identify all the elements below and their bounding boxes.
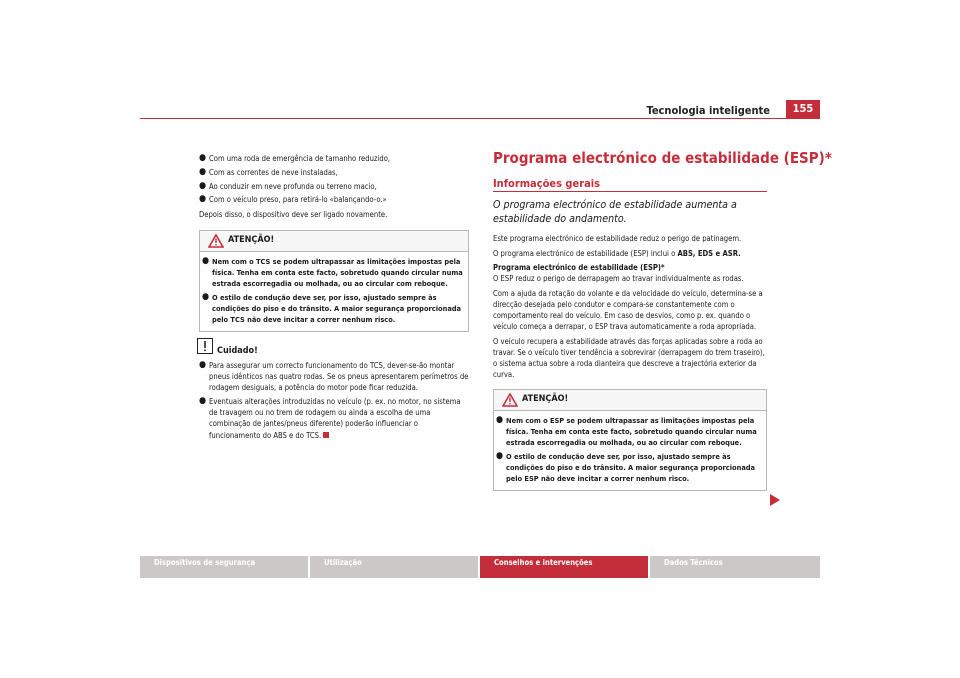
subsection-title: Informações gerais (493, 177, 601, 191)
warning-item: ● Nem com o ESP se podem ultrapassar as limitações impostas pela física. Tenha em conta este facto, sobretudo quando circular numa estrada escorregadia ou molhada, ou ao circular com reboque. (496, 414, 757, 447)
caution-header (199, 338, 469, 360)
footer-tab-dispositivos[interactable]: Dispositivos de segurança (140, 556, 308, 578)
section-end-icon (323, 432, 329, 438)
warning-title: ATENÇÃO! (228, 234, 275, 245)
body-paragraph: Este programa electrónico de estabilidade reduz o perigo de patinagem. (493, 234, 742, 244)
warning-item: ● Nem com o TCS se podem ultrapassar as limitações impostas pela física. Tenha em conta este facto, sobretudo quando circular numa estrada escorregadia ou molhada, ou ao circular com reboque. (202, 255, 463, 288)
footer-tab-conselhos[interactable]: Conselhos e intervenções (480, 556, 648, 578)
bullet-icon: ● (496, 450, 504, 461)
warning-box (493, 389, 767, 491)
warning-triangle-icon (502, 393, 518, 407)
bullet-icon: ● (202, 255, 210, 266)
section-title: Programa electrónico de estabilidade (ESP)* (493, 149, 832, 167)
bullet-icon: ● (496, 414, 504, 425)
list-item: ● Com uma roda de emergência de tamanho reduzido, (199, 153, 391, 163)
warning-box (199, 230, 469, 332)
caution-exclamation-icon (197, 338, 213, 354)
body-paragraph: Com a ajuda da rotação do volante e da velocidade do veículo, determina-se a direcção desejada pelo condutor e compara-se constantemente com o comportamento real do veículo. Em caso de desvios, como p. ex. quando o veículo começa a derrapar, o ESP trava automaticamente a roda apropriada. (493, 288, 763, 332)
footer-tab-dados-tecnicos[interactable]: Dados Técnicos (650, 556, 820, 578)
bullet-icon: ● (199, 396, 207, 406)
next-page-arrow-icon[interactable] (770, 494, 780, 506)
subsection-rule (493, 191, 767, 192)
bullet-icon: ● (199, 194, 207, 205)
warning-header (200, 231, 468, 252)
bullet-icon: ● (202, 291, 210, 302)
warning-item: ● O estilo de condução deve ser, por isso, ajustado sempre às condições do piso e do trânsito. A maior segurança proporcionada pelo TCS não deve incitar a correr nenhum risco. (202, 291, 462, 324)
right-column (493, 149, 832, 491)
list-item: ● Com as correntes de neve instaladas, (199, 166, 338, 177)
list-item: ● Com o veículo preso, para retirá-lo «balançando-o.» (199, 194, 387, 205)
warning-header (494, 390, 766, 411)
bullet-icon: ● (199, 180, 207, 191)
left-column (199, 153, 469, 443)
bullet-icon: ● (199, 359, 207, 370)
warning-item: ● O estilo de condução deve ser, por isso, ajustado sempre às condições do piso e do trânsito. A maior segurança proporcionada pelo ESP não deve incitar a correr nenhum risco. (496, 450, 756, 483)
warning-body (494, 411, 766, 490)
body-paragraph: O programa electrónico de estabilidade (ESP) inclui o ABS, EDS e ASR. (493, 248, 741, 258)
body-paragraph: O veículo recupera a estabilidade através das forças aplicadas sobre a roda ao travar. Se o veículo tiver tendência a sobrevirar (derrapagem do trem traseiro), o sistema actua sobre a roda dianteira que descreve a trajectória exterior da curva. (493, 336, 765, 380)
body-paragraph: O ESP reduz o perigo de derrapagem ao travar individualmente as rodas. (493, 274, 744, 284)
caution-item: ● Eventuais alterações introduzidas no veículo (p. ex. no motor, no sistema de travagem ou no trem de rodagem ou ainda a escolha de uma combinação de jantes/pneus diferente) poderão influenciar o funcionamento do ABS e do TCS. (199, 396, 461, 440)
page-number: 155 (786, 100, 820, 118)
subheading: Programa electrónico de estabilidade (ESP)* (493, 263, 665, 273)
caution-item: ● Para assegurar um correcto funcionamento do TCS, dever-se-ão montar pneus idênticos nas quatro rodas. Se os pneus apresentarem perímetros de rodagem desiguais, a potência do motor pode ficar reduzida. (199, 359, 469, 393)
warning-title: ATENÇÃO! (522, 393, 569, 404)
footer-tab-utilizacao[interactable]: Utilização (310, 556, 478, 578)
running-header: Tecnologia inteligente (646, 104, 770, 117)
header-rule (140, 118, 820, 119)
warning-body (200, 252, 468, 331)
warning-triangle-icon (208, 234, 224, 248)
caution-title: Cuidado! (217, 345, 258, 356)
body-paragraph: Depois disso, o dispositivo deve ser ligado novamente. (199, 209, 388, 219)
list-item: ● Ao conduzir em neve profunda ou terreno macio, (199, 180, 377, 191)
intro-text: O programa electrónico de estabilidade aumenta a estabilidade do andamento. (493, 199, 737, 226)
bullet-icon: ● (199, 153, 207, 163)
bullet-icon: ● (199, 166, 207, 177)
